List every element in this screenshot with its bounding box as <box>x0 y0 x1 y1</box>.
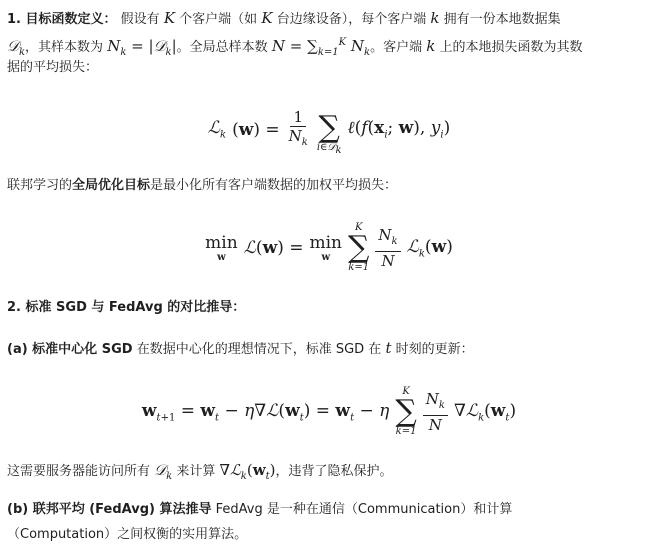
math-k: k <box>430 9 440 27</box>
s1-line-3 <box>7 58 98 78</box>
subsection-a-heading: (a) 标准中心化 SGD <box>7 342 133 357</box>
math-K: K <box>261 9 273 27</box>
text: 。全局总样本数 <box>176 40 268 55</box>
b-line-1 <box>7 500 512 520</box>
text: 上的本地损失函数为其数 <box>439 40 583 55</box>
text: 来计算 <box>176 464 216 479</box>
subsection-b-heading: (b) 联邦平均 (FedAvg) 算法推导 <box>7 502 212 517</box>
text: ，违背了隐私保护。 <box>275 464 393 479</box>
s2-line <box>7 298 245 318</box>
math-t: t <box>385 339 392 357</box>
text: 台边缘设备），每个客户端 <box>276 12 427 27</box>
mid-line <box>7 176 397 196</box>
text: 。客户端 <box>370 40 423 55</box>
text: 个客户端（如 <box>179 12 258 27</box>
section-2-heading: 2. 标准 SGD 与 FedAvg 的对比推导： <box>7 300 246 315</box>
text: （Computation）之间权衡的实用算法。 <box>7 527 248 542</box>
text: 这需要服务器能访问所有 <box>7 464 151 479</box>
equation-local-loss: ℒ$_k$ (w) = $\frac{1}{N_k}$ ∑ i∈𝒟$_k$ $\ell(f(x_i$; w), $y_i$) <box>207 107 451 156</box>
text: 假设有 <box>120 12 160 27</box>
text: 联邦学习的 <box>7 178 73 193</box>
text: 拥有一份本地数据集 <box>443 12 561 27</box>
text: 时刻的更新： <box>395 342 474 357</box>
text: 据的平均损失： <box>7 60 99 75</box>
text: FedAvg 是一种在通信（Communication）和计算 <box>215 502 513 517</box>
math-K: K <box>163 9 176 27</box>
a-line <box>7 338 474 360</box>
note-line <box>7 460 393 487</box>
math-k: k <box>426 37 436 55</box>
text: ，其样本数为 <box>25 40 104 55</box>
b-line-2 <box>7 525 247 545</box>
s1-line-1 <box>7 8 561 30</box>
equation-global-objective: min w ℒ(w) = min w K ∑ k=1 $\frac{N_k}{N}$ ℒ$_k$(w) <box>205 222 453 273</box>
equation-sgd-update: $w_{t+1} = w_t$ − $\eta\nabla ℒ(w_t) = w_t - \eta$ K ∑ k=1 $\frac{N_k}{N}$ $\nabla ℒ_k(w_t)$ <box>141 386 517 437</box>
text: 在数据中心化的理想情况下，标准 SGD 在 <box>136 342 382 357</box>
bold-text: 全局优化目标 <box>72 178 151 193</box>
math-Nk-def: $N_k$ = |𝒟$_k$| <box>107 37 177 58</box>
text: 是最小化所有客户端数据的加权平均损失： <box>150 178 398 193</box>
math-Dk: 𝒟$_k$ <box>154 461 173 482</box>
section-1-heading: 1. 目标函数定义： <box>7 12 117 27</box>
math-grad-Lk: $\nabla ℒ_k(w_t)$ <box>219 461 276 482</box>
math-N-def: $N = \sum_{k=1}^K$ $N_k$ <box>271 37 371 58</box>
math-Dk: 𝒟$_k$ <box>7 37 26 58</box>
